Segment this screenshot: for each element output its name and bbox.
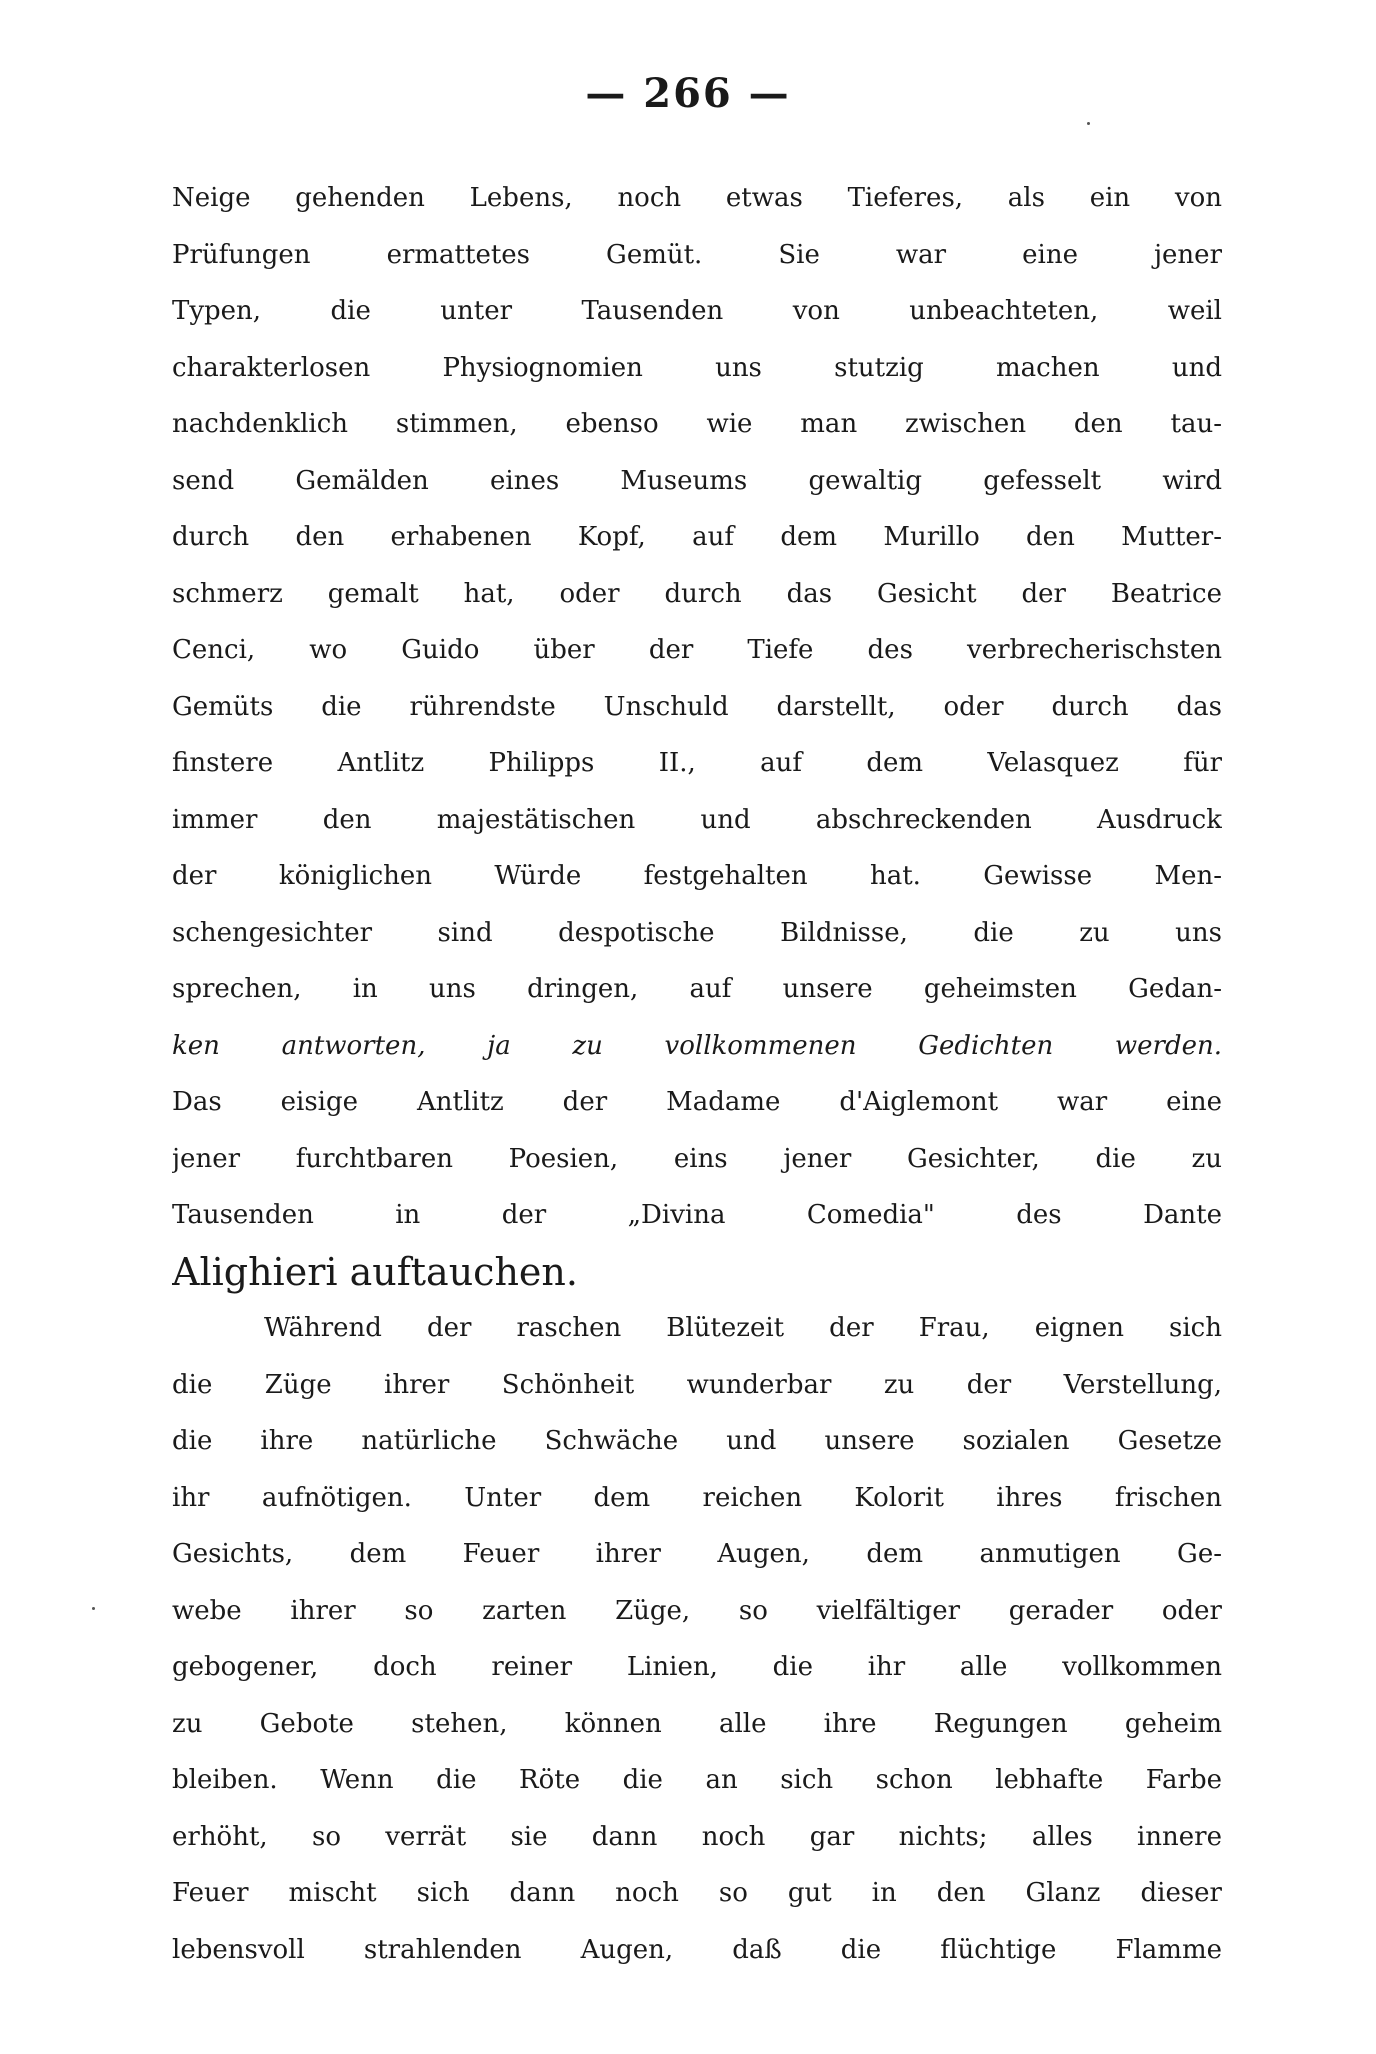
text-line: gebogener, doch reiner Linien, die ihr alle vollkommen bbox=[172, 1652, 1222, 1682]
text-line-paragraph-start: Während der raschen Blütezeit der Frau, eignen sich bbox=[264, 1313, 1222, 1343]
text-line: finstere Antlitz Philipps II., auf dem Velasquez für bbox=[172, 748, 1222, 778]
text-line: lebensvoll strahlenden Augen, daß die flüchtige Flamme bbox=[172, 1934, 1222, 1965]
text-line: Prüfungen ermattetes Gemüt. Sie war eine jener bbox=[172, 239, 1222, 270]
text-line: Neige gehenden Lebens, noch etwas Tieferes, als ein von bbox=[172, 183, 1222, 213]
text-line: durch den erhabenen Kopf, auf dem Murillo den Mutter- bbox=[172, 522, 1222, 552]
text-line-paragraph-end: Alighieri auftauchen. bbox=[172, 1249, 578, 1294]
text-line: schengesichter sind despotische Bildnisse, die zu uns bbox=[172, 917, 1222, 948]
paper-speck bbox=[1087, 122, 1090, 125]
text-line: schmerz gemalt hat, oder durch das Gesicht der Beatrice bbox=[172, 578, 1222, 609]
text-line: Gesichts, dem Feuer ihrer Augen, dem anmutigen Ge- bbox=[172, 1539, 1222, 1569]
text-line: Tausenden in der „Divina Comedia" des Dante bbox=[172, 1200, 1222, 1230]
text-line: ihr aufnötigen. Unter dem reichen Kolorit ihres frischen bbox=[172, 1482, 1222, 1513]
text-line: Feuer mischt sich dann noch so gut in den Glanz dieser bbox=[172, 1878, 1222, 1908]
text-line: zu Gebote stehen, können alle ihre Regungen geheim bbox=[172, 1708, 1222, 1739]
text-line: die ihre natürliche Schwäche und unsere sozialen Gesetze bbox=[172, 1426, 1222, 1456]
text-line: Typen, die unter Tausenden von unbeachteten, weil bbox=[172, 296, 1222, 326]
text-line: webe ihrer so zarten Züge, so vielfältiger gerader oder bbox=[172, 1595, 1222, 1626]
text-line: die Züge ihrer Schönheit wunderbar zu der Verstellung, bbox=[172, 1369, 1222, 1400]
text-line: send Gemälden eines Museums gewaltig gefesselt wird bbox=[172, 465, 1222, 496]
text-line: bleiben. Wenn die Röte die an sich schon lebhafte Farbe bbox=[172, 1765, 1222, 1795]
text-line-italic: ken antworten, ja zu vollkommenen Gedichten werden. bbox=[172, 1030, 1222, 1061]
text-line: Gemüts die rührendste Unschuld darstellt, oder durch das bbox=[172, 691, 1222, 722]
text-line: Das eisige Antlitz der Madame d'Aiglemont war eine bbox=[172, 1087, 1222, 1117]
text-line: jener furchtbaren Poesien, eins jener Gesichter, die zu bbox=[172, 1143, 1222, 1174]
text-line: der königlichen Würde festgehalten hat. Gewisse Men- bbox=[172, 861, 1222, 891]
page-number: — 266 — bbox=[585, 70, 791, 117]
text-line: immer den majestätischen und abschreckenden Ausdruck bbox=[172, 804, 1222, 835]
text-line: charakterlosen Physiognomien uns stutzig machen und bbox=[172, 352, 1222, 383]
text-line: sprechen, in uns dringen, auf unsere geheimsten Gedan- bbox=[172, 974, 1222, 1004]
text-line: erhöht, so verrät sie dann noch gar nichts; alles innere bbox=[172, 1821, 1222, 1852]
text-line: nachdenklich stimmen, ebenso wie man zwischen den tau- bbox=[172, 409, 1222, 439]
body-text bbox=[172, 170, 1222, 1978]
paper-speck bbox=[92, 1607, 95, 1610]
text-line: Cenci, wo Guido über der Tiefe des verbrecherischsten bbox=[172, 635, 1222, 665]
